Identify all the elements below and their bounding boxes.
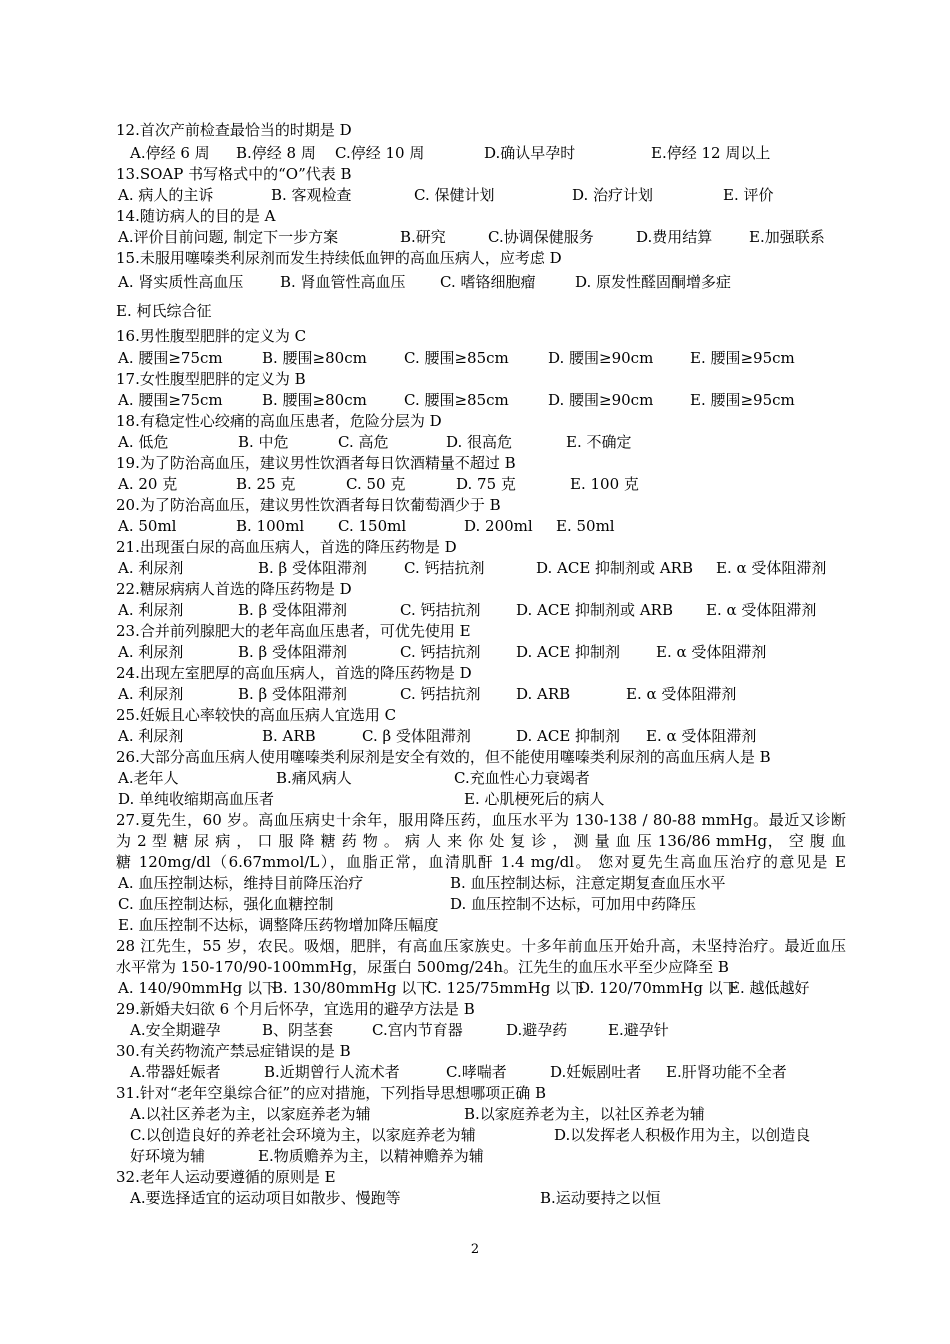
- option: A. 50ml: [118, 517, 177, 535]
- option: D. 120/70mmHg 以下: [578, 979, 738, 997]
- option: D.以发挥老人积极作用为主，以创造良: [554, 1126, 811, 1144]
- option: B. 腰围≥80cm: [262, 391, 367, 409]
- option: D. ARB: [516, 685, 571, 703]
- option: D. 腰围≥90cm: [548, 391, 654, 409]
- question-stem: 25.妊娠且心率较快的高血压病人宜选用 C: [116, 706, 397, 724]
- option: E.避孕针: [608, 1021, 669, 1039]
- question-stem: 21.出现蛋白尿的高血压病人，首选的降压药物是 D: [116, 538, 457, 556]
- question-stem: 24.出现左室肥厚的高血压病人，首选的降压药物是 D: [116, 664, 472, 682]
- option: A. 肾实质性高血压: [118, 273, 244, 291]
- option: B. 100ml: [236, 517, 305, 535]
- option: C.以创造良好的养老社会环境为主，以家庭养老为辅: [130, 1126, 476, 1144]
- option: E. 心肌梗死后的病人: [464, 790, 605, 808]
- option: A.带器妊娠者: [130, 1063, 221, 1081]
- option: E. α 受体阻滞剂: [646, 727, 757, 745]
- option: A. 腰围≥75cm: [118, 349, 223, 367]
- option: D. ACE 抑制剂: [516, 643, 621, 661]
- option: E.停经 12 周以上: [651, 144, 771, 162]
- option: A. 低危: [118, 433, 169, 451]
- option: B.痛风病人: [276, 769, 352, 787]
- option: C. 钙拮抗剂: [404, 559, 485, 577]
- option: A. 利尿剂: [118, 685, 184, 703]
- option: C. 腰围≥85cm: [404, 349, 509, 367]
- option: C. 钙拮抗剂: [400, 685, 481, 703]
- option: A.要选择适宜的运动项目如散步、慢跑等: [130, 1189, 401, 1207]
- option: D. 200ml: [464, 517, 533, 535]
- option: B. 肾血管性高血压: [280, 273, 406, 291]
- option: A.以社区养老为主，以家庭养老为辅: [130, 1105, 371, 1123]
- option: C. 腰围≥85cm: [404, 391, 509, 409]
- question-stem: 32.老年人运动要遵循的原则是 E: [116, 1168, 336, 1186]
- question-stem: 30.有关药物流产禁忌症错误的是 B: [116, 1042, 351, 1060]
- option: C. 150ml: [338, 517, 407, 535]
- option: B.研究: [400, 228, 446, 246]
- option: D. 原发性醛固酮增多症: [575, 273, 732, 291]
- option: E. α 受体阻滞剂: [706, 601, 817, 619]
- option: D. 单纯收缩期高血压者: [118, 790, 275, 808]
- option: B.停经 8 周: [236, 144, 316, 162]
- option: D. 很高危: [446, 433, 513, 451]
- option: E. 不确定: [566, 433, 632, 451]
- option: C. 50 克: [346, 475, 406, 493]
- question-stem: 16.男性腹型肥胖的定义为 C: [116, 327, 307, 345]
- option: E. 腰围≥95cm: [690, 349, 795, 367]
- option: A. 20 克: [118, 475, 178, 493]
- option: A. 利尿剂: [118, 727, 184, 745]
- option: B.近期曾行人流术者: [264, 1063, 400, 1081]
- option: E. α 受体阻滞剂: [626, 685, 737, 703]
- option: E.肝肾功能不全者: [666, 1063, 787, 1081]
- question-stem: 20.为了防治高血压，建议男性饮酒者每日饮葡萄酒少于 B: [116, 496, 501, 514]
- option: B. β 受体阻滞剂: [238, 601, 347, 619]
- question-stem: 18.有稳定性心绞痛的高血压患者，危险分层为 D: [116, 412, 442, 430]
- option: D. 腰围≥90cm: [548, 349, 654, 367]
- question-stem: 水平常为 150-170/90-100mmHg，尿蛋白 500mg/24h。江先生的血压水平至少应降至 B: [116, 958, 729, 976]
- option: E. 腰围≥95cm: [690, 391, 795, 409]
- option: E. 100 克: [570, 475, 639, 493]
- question-stem: 23.合并前列腺肥大的老年高血压患者，可优先使用 E: [116, 622, 471, 640]
- option: D. 75 克: [456, 475, 516, 493]
- question-stem: 31.针对“老年空巢综合征”的应对措施，下列指导思想哪项正确 B: [116, 1084, 546, 1102]
- option: A. 病人的主诉: [118, 186, 214, 204]
- option: B. 客观检查: [271, 186, 352, 204]
- option: B. 中危: [238, 433, 289, 451]
- option: A. 140/90mmHg 以下: [118, 979, 278, 997]
- option: D. 治疗计划: [572, 186, 654, 204]
- question-stem: 29.新婚夫妇欲 6 个月后怀孕，宜选用的避孕方法是 B: [116, 1000, 475, 1018]
- option: D.妊娠剧吐者: [550, 1063, 642, 1081]
- option: C. 嗜铬细胞瘤: [440, 273, 536, 291]
- option: A. 血压控制达标，维持目前降压治疗: [118, 874, 364, 892]
- option: C.哮喘者: [446, 1063, 507, 1081]
- option: E. 柯氏综合征: [116, 302, 212, 320]
- option: C. 125/75mmHg 以下: [426, 979, 586, 997]
- option: 好环境为辅: [130, 1147, 206, 1165]
- option: B. 腰围≥80cm: [262, 349, 367, 367]
- question-stem: 为 2 型 糖 尿 病 ， 口 服 降 糖 药 物 。 病 人 来 你 处 复 诊 ， 测 量 血 压 136/86 mmHg， 空 腹 血: [116, 832, 846, 850]
- question-stem: 13.SOAP 书写格式中的“O”代表 B: [116, 165, 352, 183]
- question-stem: 17.女性腹型肥胖的定义为 B: [116, 370, 306, 388]
- option: A. 利尿剂: [118, 559, 184, 577]
- option: C. 保健计划: [414, 186, 495, 204]
- option: C. 高危: [338, 433, 389, 451]
- option: B. β 受体阻滞剂: [258, 559, 367, 577]
- option: D.避孕药: [506, 1021, 568, 1039]
- option: E. 评价: [723, 186, 774, 204]
- option: E. 50ml: [556, 517, 615, 535]
- option: B. 130/80mmHg 以下: [272, 979, 432, 997]
- option: B、阴茎套: [262, 1021, 334, 1039]
- option: D.确认早孕时: [484, 144, 576, 162]
- option: A.安全期避孕: [130, 1021, 221, 1039]
- option: E. 越低越好: [729, 979, 810, 997]
- option: B. β 受体阻滞剂: [238, 685, 347, 703]
- option: A.老年人: [118, 769, 179, 787]
- option: B. 血压控制达标，注意定期复查血压水平: [450, 874, 726, 892]
- option: B. β 受体阻滞剂: [238, 643, 347, 661]
- option: B.以家庭养老为主，以社区养老为辅: [464, 1105, 705, 1123]
- question-stem: 26.大部分高血压病人使用噻嗪类利尿剂是安全有效的，但不能使用噻嗪类利尿剂的高血压病人是 B: [116, 748, 771, 766]
- option: D. ACE 抑制剂或 ARB: [536, 559, 693, 577]
- option: C.停经 10 周: [335, 144, 425, 162]
- question-stem: 14.随访病人的目的是 A: [116, 207, 276, 225]
- option: E. α 受体阻滞剂: [656, 643, 767, 661]
- option: C. β 受体阻滞剂: [362, 727, 471, 745]
- option: D.费用结算: [636, 228, 713, 246]
- option: B. ARB: [262, 727, 316, 745]
- question-stem: 28 江先生，55 岁，农民。吸烟，肥胖，有高血压家族史。十多年前血压开始升高，未坚持治疗。最近血压: [116, 937, 846, 955]
- question-stem: 15.未服用噻嗪类利尿剂而发生持续低血钾的高血压病人，应考虑 D: [116, 249, 562, 267]
- option: A. 利尿剂: [118, 601, 184, 619]
- option: C. 钙拮抗剂: [400, 643, 481, 661]
- option: A.评价目前问题, 制定下一步方案: [118, 228, 339, 246]
- option: A. 利尿剂: [118, 643, 184, 661]
- option: D. 血压控制不达标，可加用中药降压: [450, 895, 697, 913]
- option: E.加强联系: [749, 228, 825, 246]
- option: E.物质赡养为主，以精神赡养为辅: [258, 1147, 484, 1165]
- option: C. 钙拮抗剂: [400, 601, 481, 619]
- option: E. 血压控制不达标，调整降压药物增加降压幅度: [118, 916, 439, 934]
- option: B. 25 克: [236, 475, 296, 493]
- option: E. α 受体阻滞剂: [716, 559, 827, 577]
- question-stem: 12.首次产前检查最恰当的时期是 D: [116, 121, 352, 139]
- question-stem: 糖 120mg/dl（6.67mmol/L），血脂正常，血清肌酐 1.4 mg/dl。 您对夏先生高血压治疗的意见是 E: [116, 853, 846, 871]
- option: C.协调保健服务: [488, 228, 594, 246]
- page-number: 2: [470, 1242, 480, 1257]
- question-stem: 22.糖尿病病人首选的降压药物是 D: [116, 580, 352, 598]
- option: A. 腰围≥75cm: [118, 391, 223, 409]
- option: A.停经 6 周: [130, 144, 210, 162]
- option: C. 血压控制达标，强化血糖控制: [118, 895, 334, 913]
- option: D. ACE 抑制剂或 ARB: [516, 601, 673, 619]
- option: B.运动要持之以恒: [540, 1189, 661, 1207]
- option: D. ACE 抑制剂: [516, 727, 621, 745]
- question-stem: 19.为了防治高血压，建议男性饮酒者每日饮酒精量不超过 B: [116, 454, 516, 472]
- question-stem: 27.夏先生，60 岁。高血压病史十余年，服用降压药，血压水平为 130-138 / 80-88 mmHg。最近又诊断: [116, 811, 846, 829]
- option: C.充血性心力衰竭者: [454, 769, 590, 787]
- option: C.宫内节育器: [372, 1021, 463, 1039]
